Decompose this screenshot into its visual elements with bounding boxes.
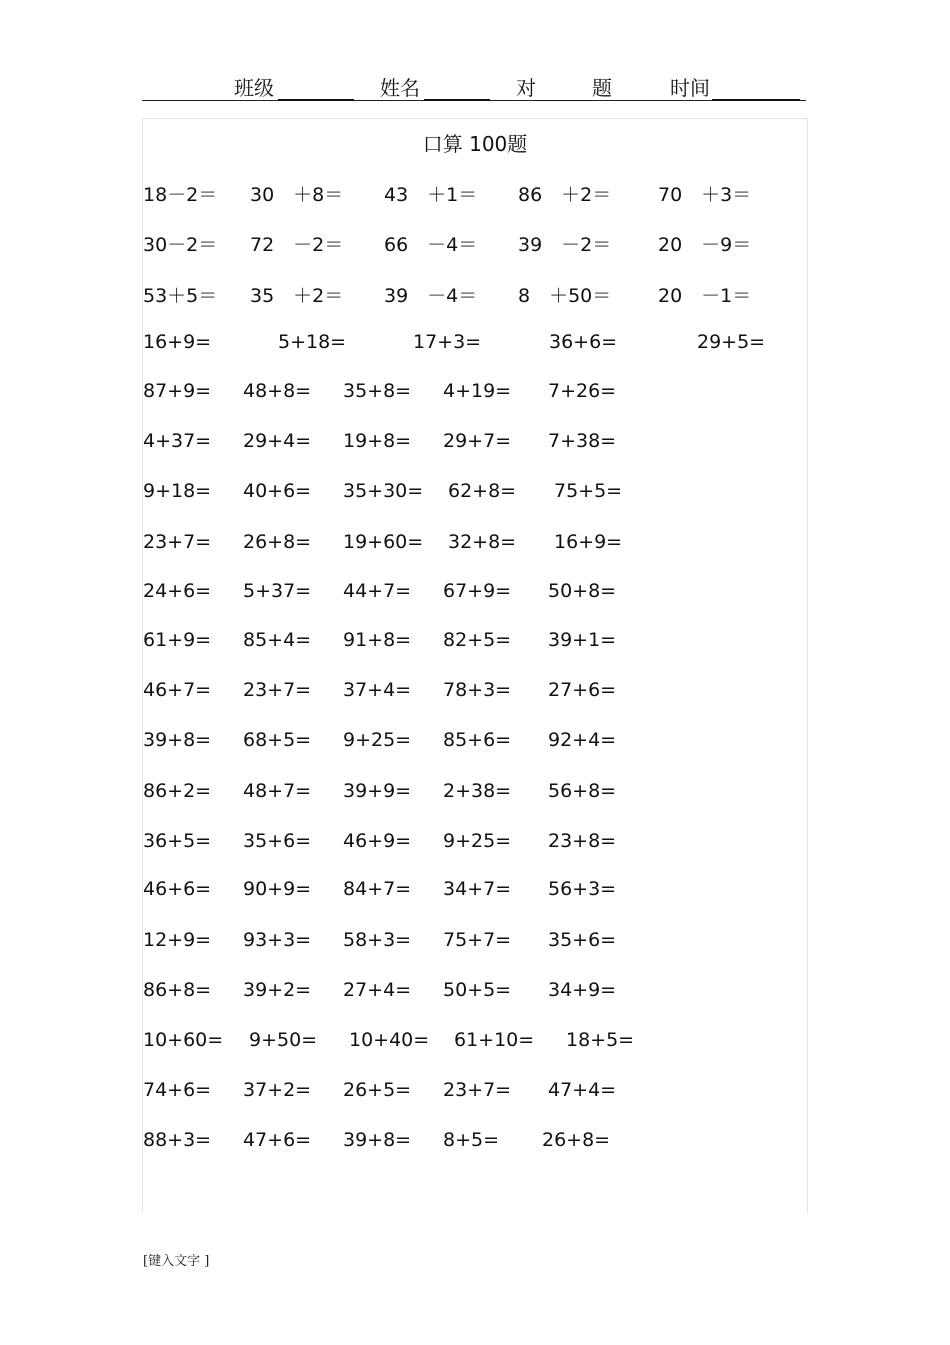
problem-item: 39 －2＝ [518,234,612,256]
problem-item: 39+8= [143,729,212,751]
problem-item: 53＋5＝ [143,285,218,307]
header-fields [142,70,806,101]
problem-item: 86+2= [143,780,212,802]
problem-item: 10+40= [349,1029,430,1051]
problem-item: 10+60= [143,1029,224,1051]
problem-item: 72 －2＝ [250,234,344,256]
problem-item: 37+4= [343,679,412,701]
problem-item: 56+8= [548,780,617,802]
problem-item: 29+7= [443,430,512,452]
problem-item: 20 －1＝ [658,285,752,307]
problem-item: 2+38= [443,780,512,802]
problem-item: 34+7= [443,878,512,900]
problem-item: 87+9= [143,380,212,402]
problem-item: 46+6= [143,878,212,900]
problem-item: 44+7= [343,580,412,602]
correct-label: 对 [516,76,536,100]
problem-item: 36+5= [143,830,212,852]
problem-item: 39 －4＝ [384,285,478,307]
problem-row [0,430,950,460]
problem-item: 39+1= [548,629,617,651]
problem-item: 43 ＋1＝ [384,184,478,206]
problem-item: 92+4= [548,729,617,751]
problem-item: 78+3= [443,679,512,701]
problem-item: 23+7= [143,531,212,553]
problem-item: 29+5= [697,331,766,353]
problem-item: 19+8= [343,430,412,452]
class-field [234,72,354,101]
problem-item: 35+6= [243,830,312,852]
problem-item: 5+18= [278,331,347,353]
time-blank [712,79,800,101]
problem-item: 4+37= [143,430,212,452]
problem-row [0,1029,950,1059]
problem-item: 88+3= [143,1129,212,1151]
problem-item: 58+3= [343,929,412,951]
problem-item: 32+8= [448,531,517,553]
problem-row [0,230,950,260]
problem-item: 66 －4＝ [384,234,478,256]
problem-item: 4+19= [443,380,512,402]
problem-item: 85+6= [443,729,512,751]
problem-row [0,331,950,361]
problem-item: 7+38= [548,430,617,452]
page-title: 口算 100题 [422,132,528,156]
problem-item: 35+30= [343,480,424,502]
problem-item: 75+5= [554,480,623,502]
problem-row [0,830,950,860]
problem-item: 39+9= [343,780,412,802]
problem-item: 39+8= [343,1129,412,1151]
problem-item: 39+2= [243,979,312,1001]
problem-row [0,929,950,959]
name-blank [424,79,490,101]
problem-item: 82+5= [443,629,512,651]
problem-item: 26+8= [542,1129,611,1151]
problem-item: 19+60= [343,531,424,553]
problem-item: 23+7= [243,679,312,701]
name-label: 姓名 [380,76,420,100]
problem-item: 18+5= [566,1029,635,1051]
problem-row [0,979,950,1009]
problem-item: 34+9= [548,979,617,1001]
problem-item: 24+6= [143,580,212,602]
score-blank [536,80,592,101]
problem-item: 9+25= [343,729,412,751]
problem-item: 84+7= [343,878,412,900]
problem-item: 68+5= [243,729,312,751]
problem-item: 26+5= [343,1079,412,1101]
problem-item: 40+6= [243,480,312,502]
problem-item: 23+8= [548,830,617,852]
problem-row [0,180,950,210]
problem-item: 35+8= [343,380,412,402]
problem-item: 91+8= [343,629,412,651]
problem-item: 86+8= [143,979,212,1001]
problem-item: 9+25= [443,830,512,852]
time-label: 时间 [670,76,710,100]
problem-item: 20 －9＝ [658,234,752,256]
problem-item: 30－2＝ [143,234,218,256]
problem-item: 27+4= [343,979,412,1001]
problem-row [0,1129,950,1159]
problem-row [0,480,950,510]
problem-item: 35+6= [548,929,617,951]
problem-item: 9+50= [249,1029,318,1051]
problem-item: 17+3= [413,331,482,353]
problem-item: 7+26= [548,380,617,402]
problem-item: 27+6= [548,679,617,701]
problem-item: 5+37= [243,580,312,602]
problem-item: 86 ＋2＝ [518,184,612,206]
time-field [670,72,800,101]
problem-item: 70 ＋3＝ [658,184,752,206]
problem-row [0,281,950,311]
problem-item: 16+9= [143,331,212,353]
problem-item: 90+9= [243,878,312,900]
problem-item: 48+8= [243,380,312,402]
problem-item: 18－2＝ [143,184,218,206]
problem-item: 29+4= [243,430,312,452]
problem-row [0,629,950,659]
problem-item: 61+10= [454,1029,535,1051]
problem-item: 48+7= [243,780,312,802]
problem-item: 50+5= [443,979,512,1001]
problem-row [0,878,950,908]
problem-item: 93+3= [243,929,312,951]
problem-item: 46+9= [343,830,412,852]
problem-item: 16+9= [554,531,623,553]
problem-item: 9+18= [143,480,212,502]
name-field [380,72,490,101]
class-blank [278,79,354,101]
problem-item: 30 ＋8＝ [250,184,344,206]
problem-item: 26+8= [243,531,312,553]
problem-row [0,1079,950,1109]
problem-row [0,531,950,561]
problem-row [0,729,950,759]
problem-item: 47+6= [243,1129,312,1151]
questions-label: 题 [592,76,612,100]
problem-item: 56+3= [548,878,617,900]
problem-item: 75+7= [443,929,512,951]
problem-item: 23+7= [443,1079,512,1101]
problem-row [0,580,950,610]
problem-row [0,679,950,709]
problem-row [0,780,950,810]
problem-item: 8+5= [443,1129,500,1151]
problem-item: 85+4= [243,629,312,651]
problem-item: 37+2= [243,1079,312,1101]
problem-item: 67+9= [443,580,512,602]
problem-item: 74+6= [143,1079,212,1101]
problem-row [0,380,950,410]
class-label: 班级 [234,76,274,100]
problem-item: 35 ＋2＝ [250,285,344,307]
problem-item: 47+4= [548,1079,617,1101]
score-field [516,72,612,101]
problem-item: 8 ＋50＝ [518,285,612,307]
problem-item: 50+8= [548,580,617,602]
problem-item: 61+9= [143,629,212,651]
problem-item: 62+8= [448,480,517,502]
problem-item: 36+6= [549,331,618,353]
problem-item: 46+7= [143,679,212,701]
problem-item: 12+9= [143,929,212,951]
footer-text: [键入文字 ] [143,1254,210,1269]
